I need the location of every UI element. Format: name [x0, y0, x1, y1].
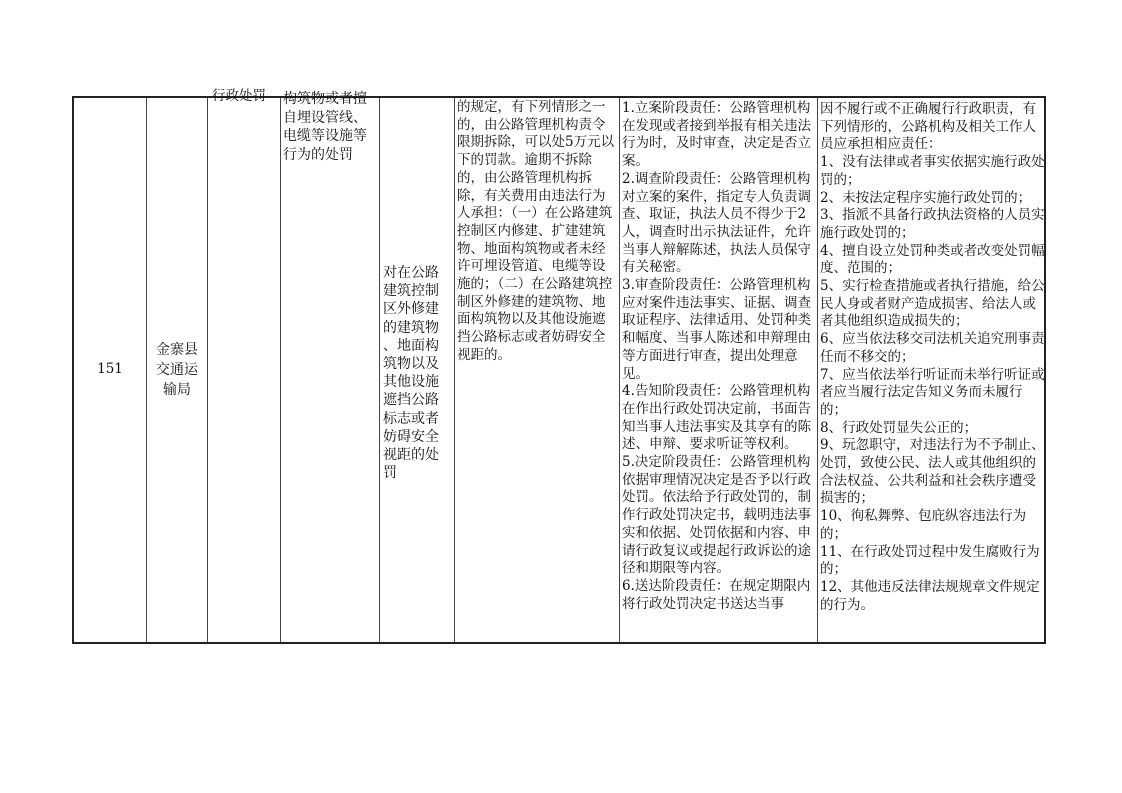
sub-item-text: 对在公路 建筑控制 区外修建 的建筑物 、地面构 筑物以及 其他设施 遮挡公路 标志或者 妨碍安全 视距的处 罚 — [383, 265, 439, 482]
category-text: 行政处罚 — [212, 88, 266, 104]
cell-item-name — [281, 91, 380, 642]
cell-basis — [455, 98, 620, 642]
cell-accountability — [818, 98, 1048, 642]
cell-responsibility — [620, 98, 818, 642]
basis-text: 的规定，有下列情形之一的，由公路管理机构责令限期拆除，可以处5万元以下的罚款。逾期不拆除的，由公路管理机构拆除，有关费用由违法行为人承担：（一）在公路建筑控制区内修建、扩建建筑物、地面构筑物或者未经许可埋设管道、电缆等设施的；（二）在公路建筑控制区外修建的建筑物、地面构筑物以及其他设施遮挡公路标志或者妨碍安全视距的。 — [457, 99, 615, 363]
cell-sub-item — [380, 98, 455, 642]
responsibility-text: 1.立案阶段责任：公路管理机构在发现或者接到举报有相关违法行为时，及时审查，决定是否立案。 2.调查阶段责任：公路管理机构对立案的案件，指定专人负责调查、取证，执法人员不得少于2人，调查时出示执法证件，允许当事人辩解陈述，执法人员保守有关秘密。 3.审查阶段责任：公路管理机构应对案件违法事实、证据、调查取证程序、法律适用、处罚种类和幅度、当事人陈述和申辩理由等方面进行审查，提出处理意见。 4.告知阶段责任：公路管理机构在作出行政处罚决定前，书面告知当事人违法事实及其享有的陈述、申辩、要求听证等权利。 5.决定阶段责任：公路管理机构依据审理情况决定是否予以行政处罚。依法给予行政处罚的，制作行政处罚决定书，载明违法事实和依据、处罚依据和内容、申请行政复议或提起行政诉讼的途径和期限等内容。 6.送达阶段责任：在规定期限内将行政处罚决定书送达当事 — [622, 100, 811, 612]
cell-category — [208, 88, 281, 642]
cell-department — [147, 98, 208, 642]
department-name: 金寨县 交通运 输局 — [156, 342, 198, 398]
item-name-text: 构筑物或者擅 自埋设管线、 电缆等设施等 行为的处罚 — [283, 91, 367, 163]
accountability-text: 因不履行或不正确履行行政职责，有下列情形的，公路机构及相关工作人员应承担相应责任： 1、没有法律或者事实依据实施行政处罚的； 2、未按法定程序实施行政处罚的； 3、指派不具备行政执法资格的人员实施行政处罚的； 4、擅自设立处罚种类或者改变处罚幅度、范围的； 5、实行检查措施或者执行措施，给公民人身或者财产造成损害、给法人或者其他组织造成损失的； 6、应当依法移交司法机关追究刑事责任而不移交的； 7、应当依法举行听证而未举行听证或者应当履行法定告知义务而未履行的； 8、行政处罚显失公正的； 9、玩忽职守，对违法行为不予制止、处罚，致使公民、法人或其他组织的合法权益、公共利益和社会秩序遭受损害的； 10、徇私舞弊、包庇纵容违法行为的； 11、在行政处罚过程中发生腐败行为的； 12、其他违反法律法规规章文件规定的行为。 — [820, 101, 1045, 613]
table-row — [72, 88, 1046, 644]
cell-number — [74, 98, 147, 642]
row-number: 151 — [97, 361, 123, 378]
